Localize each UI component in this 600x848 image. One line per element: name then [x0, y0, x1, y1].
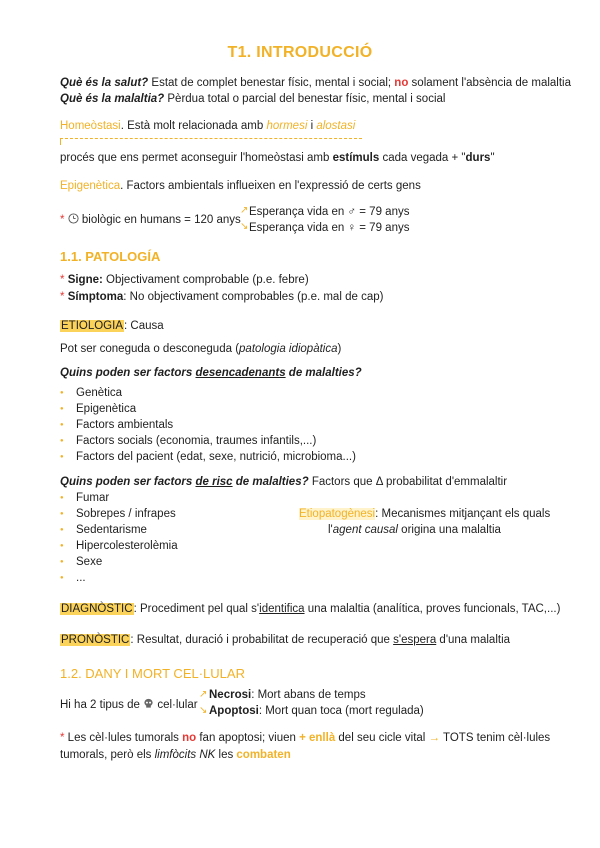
- list-item: ● Genètica: [76, 385, 356, 401]
- skull-icon: [143, 699, 157, 711]
- tumorals-line: * Les cèl·lules tumorals no fan apoptosi; viuen + enllà del seu cicle vital → TOTS tenim cèl·lules: [60, 732, 551, 744]
- arrow-down-right-icon: ↘: [240, 221, 249, 232]
- risc-list: [76, 490, 178, 586]
- list-item: ● Epigenètica: [76, 401, 356, 417]
- signe-line: * Signe: Objectivament comprobable (p.e. febre): [60, 274, 309, 286]
- no-emphasis: no: [394, 77, 409, 89]
- etiopatogenesi-term: Etiopatogènesi: [299, 508, 376, 520]
- section-title-patologia: 1.1. PATOLOGÍA: [60, 249, 161, 264]
- list-item: ● Sedentarisme: [76, 522, 178, 538]
- dashed-connector: [60, 138, 362, 139]
- desencadenants-question: Quins poden ser factors desencadenants de malalties?: [60, 367, 362, 379]
- homeostasi-line: Homeòstasi. Està molt relacionada amb hormesi i alostasi: [60, 120, 356, 132]
- risc-question: Quins poden ser factors de risc de malalties? Factors que Δ probabilitat d'emmalaltir: [60, 476, 508, 488]
- dashed-connector-hook: [60, 138, 67, 145]
- etiologia-line: ETIOLOGIA: Causa: [61, 320, 164, 332]
- epigenetica-line: Epigenètica. Factors ambientals influeixen en l'expressió de certs gens: [60, 180, 421, 192]
- list-item: ● Sexe: [76, 554, 178, 570]
- clock-icon: [68, 214, 82, 226]
- desencadenants-list: [76, 385, 356, 465]
- hormesi-term: hormesi: [266, 120, 308, 132]
- list-item: ● Sobrepes / infrapes: [76, 506, 178, 522]
- list-item: ● Factors del pacient (edat, sexe, nutrició, microbioma...): [76, 449, 356, 465]
- section-title-dany: 1.2. DANY I MORT CEL·LULAR: [60, 666, 245, 681]
- arrow-right-icon: →: [428, 732, 441, 744]
- list-item: ● Factors ambientals: [76, 417, 356, 433]
- list-item: ● Fumar: [76, 490, 178, 506]
- etiologia-term: ETIOLOGIA: [61, 320, 123, 332]
- pronostic-term: PRONÒSTIC: [61, 634, 130, 646]
- arrow-up-right-icon: ↗: [240, 205, 249, 216]
- list-item: ● ...: [76, 570, 178, 586]
- malaltia-definition: Què és la malaltia? Pèrdua total o parcial del benestar físic, mental i social: [60, 93, 446, 105]
- pronostic-line: PRONÒSTIC: Resultat, duració i probabilitat de recuperació que s'espera d'una malaltia: [61, 634, 511, 646]
- necrosi-line: Necrosi: Mort abans de temps: [209, 689, 366, 701]
- alostasi-term: alostasi: [316, 120, 356, 132]
- esperanca-male: Esperança vida en ♂ = 79 anys: [249, 206, 410, 218]
- tumorals-detail: tumorals, però els limfòcits NK les combaten: [60, 749, 291, 761]
- apoptosi-line: Apoptosi: Mort quan toca (mort regulada): [209, 705, 424, 717]
- diagnostic-line: DIAGNÒSTIC: Procediment pel qual s'identifica una malaltia (analítica, proves funcionals, TAC,...): [61, 603, 561, 615]
- mort-types-line: Hi ha 2 tipus de cel·lular: [60, 699, 198, 711]
- etiologia-detail: Pot ser coneguda o desconeguda (patologia idiopàtica): [60, 343, 342, 355]
- malaltia-question: Què és la malaltia?: [60, 93, 165, 105]
- salut-question: Què és la salut?: [60, 77, 149, 89]
- homeostasi-term: Homeòstasi: [60, 120, 121, 132]
- arrow-up-right-icon: ↗: [199, 689, 208, 700]
- list-item: ● Hipercolesterolèmia: [76, 538, 178, 554]
- arrow-down-right-icon: ↘: [199, 705, 208, 716]
- list-item: ● Factors socials (economia, traumes infantils,...): [76, 433, 356, 449]
- epigenetica-term: Epigenètica: [60, 180, 121, 192]
- salut-definition: Què és la salut? Estat de complet benestar físic, mental i social; no solament l'absència de malaltia: [60, 77, 572, 89]
- esperanca-female: Esperança vida en ♀ = 79 anys: [249, 222, 410, 234]
- homeostasi-process: procés que ens permet aconseguir l'homeòstasi amb estímuls cada vegada + "durs": [60, 152, 495, 164]
- biologic-line: * biològic en humans = 120 anys: [60, 214, 241, 226]
- diagnostic-term: DIAGNÒSTIC: [61, 603, 133, 615]
- simptoma-line: * Símptoma: No objectivament comprobables (p.e. mal de cap): [60, 291, 384, 303]
- etiopatogenesi-line: Etiopatogènesi: Mecanismes mitjançant els quals: [299, 508, 551, 520]
- page-title: T1. INTRODUCCIÓ: [227, 44, 373, 61]
- etiopatogenesi-detail: l'agent causal origina una malaltia: [328, 524, 501, 536]
